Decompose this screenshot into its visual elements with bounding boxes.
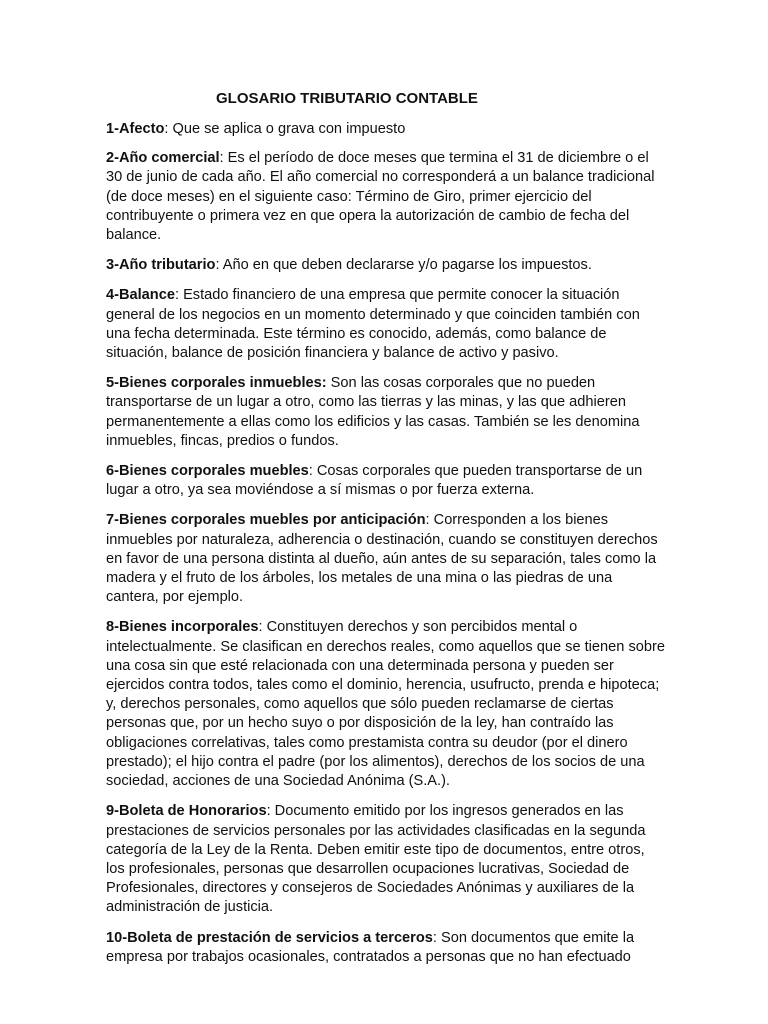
glossary-term: 8-Bienes incorporales — [106, 619, 259, 636]
glossary-definition: Constituyen derechos y son percibidos mental o intelectualmente. Se clasifican en derechos reales, como aquellos que se tienen sobre una cosa sin que esté relacionada con una determinada persona y pueden ser ejercidos contra todos, tales como el dominio, herencia, usufructo, prenda e hipoteca; y, derechos personales, como aquellos que sólo pueden reclamarse de ciertas personas que, por un hecho suyo o por disposición de la ley, han contraído las obligaciones correlativas, tales como prestamista contra su deudor (por el dinero prestado); el hijo contra el padre (por los alimentos), derechos de los socios de una sociedad, acciones de una Sociedad Anónima (S.A.). — [106, 619, 665, 790]
glossary-term: 10-Boleta de prestación de servicios a terceros — [106, 929, 433, 946]
glossary-entry — [106, 462, 666, 500]
glossary-entry — [106, 286, 666, 363]
glossary-term: 2-Año comercial — [106, 150, 220, 167]
glossary-term: 6-Bienes corporales muebles — [106, 463, 309, 480]
glossary-term: 3-Año tributario — [106, 257, 216, 274]
document-title: GLOSARIO TRIBUTARIO CONTABLE — [216, 90, 478, 107]
term-separator: : — [258, 619, 267, 636]
glossary-term: 1-Afecto — [106, 121, 165, 137]
glossary-definition: Son documentos que emite la empresa por trabajos ocasionales, contratados a personas que no han efectuado — [106, 929, 635, 965]
glossary-term: 9-Boleta de Honorarios — [106, 803, 267, 820]
glossary-entry — [106, 929, 666, 967]
glossary-term: 5-Bienes corporales inmuebles: — [106, 375, 327, 392]
glossary-definition: Son las cosas corporales que no pueden transportarse de un lugar a otro, como las tierras y las minas, y las que adhieren permanentemente a ellas como los edificios y las casas. También se les denomina inmuebles, fincas, predios o fundos. — [106, 375, 640, 449]
glossary-entry — [106, 256, 666, 275]
term-separator: : — [164, 121, 173, 137]
term-separator: : — [219, 150, 228, 167]
term-separator: : — [266, 803, 275, 820]
glossary-term: 4-Balance — [106, 287, 175, 304]
glossary-definition: Cosas corporales que pueden transportarse de un lugar a otro, ya sea moviéndose a sí mismas o por fuerza externa. — [106, 463, 643, 499]
glossary-definition: Estado financiero de una empresa que permite conocer la situación general de los negocios en un momento determinado y que coinciden también con una fecha determinada. Este término es conocido, además, como balance de situación, balance de posición financiera y balance de activo y pasivo. — [106, 287, 640, 362]
glossary-entry — [106, 802, 666, 917]
glossary-definition: Documento emitido por los ingresos generados en las prestaciones de servicios personales por las actividades clasificadas en la segunda categoría de la Ley de la Renta. Deben emitir este tipo de documentos, entre otros, los profesionales, personas que desarrollen ocupaciones lucrativas, Sociedad de Profesionales, directores y consejeros de Sociedades Anónimas y auxiliares de la administración de justicia. — [106, 803, 646, 916]
glossary-definition: Que se aplica o grava con impuesto — [172, 121, 406, 137]
glossary-definition: Es el período de doce meses que termina el 31 de diciembre o el 30 de junio de cada año. El año comercial no corresponderá a un balance tradicional (de doce meses) en el siguiente caso: Término de Giro, primer ejercicio del contribuyente o primera vez en que opera la autorización de cambio de fecha del balance. — [106, 150, 655, 244]
term-separator: : — [174, 287, 184, 304]
glossary-entry — [106, 120, 666, 139]
glossary-definition: Corresponden a los bienes inmuebles por naturaleza, adherencia o destinación, cuando se constituyen derechos en favor de una persona distinta al dueño, aún antes de su separación, tales como la madera y el fruto de los árboles, los metales de una mina o las piedras de una cantera, por ejemplo. — [106, 512, 658, 606]
glossary-entry — [106, 149, 666, 245]
term-separator: : — [215, 257, 223, 274]
glossary-term: 7-Bienes corporales muebles por anticipación — [106, 512, 426, 529]
term-separator: : — [432, 929, 441, 946]
glossary-list — [106, 120, 666, 978]
term-separator: : — [308, 463, 317, 480]
glossary-entry — [106, 618, 666, 791]
term-separator: : — [425, 512, 434, 529]
glossary-definition: Año en que deben declararse y/o pagarse los impuestos. — [222, 257, 592, 274]
glossary-entry — [106, 374, 666, 451]
glossary-entry — [106, 511, 666, 607]
